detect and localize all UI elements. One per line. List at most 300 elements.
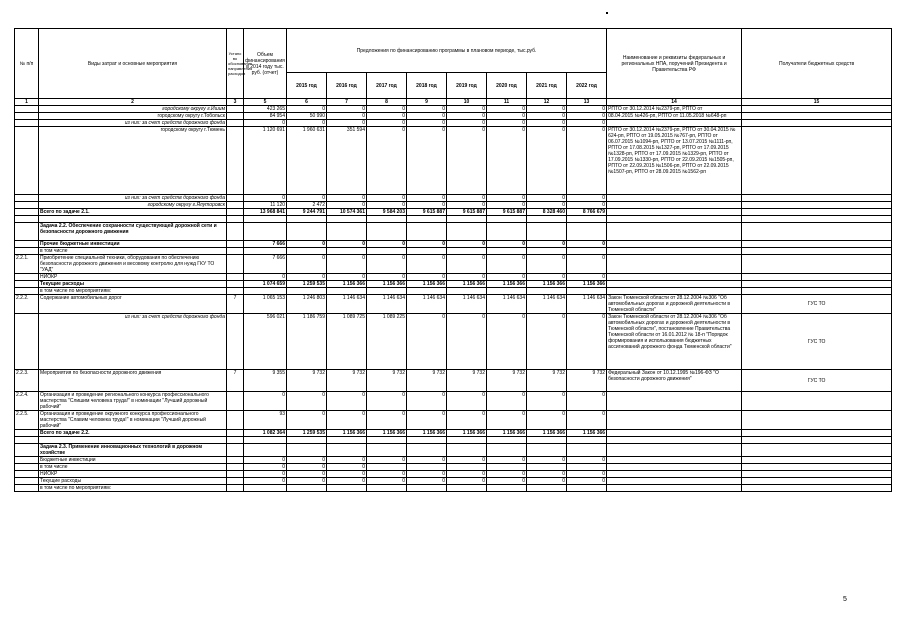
row-year-value: 1 156 366 bbox=[447, 430, 487, 437]
row-recipient bbox=[742, 288, 892, 295]
row-year-value bbox=[567, 485, 607, 492]
table-row bbox=[15, 485, 892, 492]
column-number: 7 bbox=[327, 99, 367, 106]
row-name: из них: за счет средств дорожного фонда bbox=[39, 195, 227, 202]
row-year-value: 0 bbox=[287, 120, 327, 127]
row-est bbox=[227, 202, 244, 209]
row-npa bbox=[607, 471, 742, 478]
row-year-value: 1 186 759 bbox=[287, 314, 327, 370]
row-name: городскому округу г.Ишим bbox=[39, 106, 227, 113]
row-name: Текущие расходы bbox=[39, 281, 227, 288]
row-year-value bbox=[527, 288, 567, 295]
header-npa: Наименование и реквизиты федеральных и региональных НПА, поручений Президента и Правительства РФ bbox=[607, 29, 742, 99]
row-year-value bbox=[527, 223, 567, 241]
row-year-value bbox=[527, 216, 567, 223]
row-npa bbox=[607, 281, 742, 288]
row-year-value: 1 089 225 bbox=[367, 314, 407, 370]
row-year-value: 0 bbox=[447, 241, 487, 248]
row-year-value: 1 156 366 bbox=[407, 281, 447, 288]
row-year-value: 0 bbox=[487, 120, 527, 127]
row-number bbox=[15, 127, 39, 195]
row-year-value: 0 bbox=[367, 255, 407, 274]
row-npa: 08.04.2015 №426-рп, РПТО от 11.05.2018 №648-рп bbox=[607, 113, 742, 120]
row-number bbox=[15, 113, 39, 120]
table-row bbox=[15, 127, 892, 195]
row-year-value: 0 bbox=[367, 478, 407, 485]
row-year-value: 1 146 634 bbox=[367, 295, 407, 314]
table-row bbox=[15, 241, 892, 248]
row-npa bbox=[607, 209, 742, 216]
row-year-value bbox=[447, 248, 487, 255]
table-row bbox=[15, 195, 892, 202]
row-year-value bbox=[407, 464, 447, 471]
page-number: 5 bbox=[843, 596, 847, 603]
row-number: 2.2.4. bbox=[15, 392, 39, 411]
row-year-value: 0 bbox=[527, 314, 567, 370]
row-volume: 0 bbox=[244, 457, 287, 464]
row-recipient bbox=[742, 127, 892, 195]
row-year-value: 0 bbox=[447, 255, 487, 274]
row-recipient bbox=[742, 248, 892, 255]
row-name: в том числе bbox=[39, 248, 227, 255]
row-number bbox=[15, 430, 39, 437]
row-year-value: 0 bbox=[367, 274, 407, 281]
row-name: Мероприятия по безопасности дорожного движения bbox=[39, 370, 227, 392]
column-number: 2 bbox=[39, 99, 227, 106]
row-year-value: 2 472 bbox=[287, 202, 327, 209]
row-year-value: 351 594 bbox=[327, 127, 367, 195]
row-year-value: 0 bbox=[447, 392, 487, 411]
row-recipient bbox=[742, 411, 892, 430]
row-npa bbox=[607, 255, 742, 274]
row-number bbox=[15, 195, 39, 202]
row-year-value: 0 bbox=[567, 106, 607, 113]
row-year-value: 0 bbox=[287, 241, 327, 248]
row-year-value: 0 bbox=[327, 202, 367, 209]
row-npa bbox=[607, 120, 742, 127]
row-number bbox=[15, 216, 39, 223]
row-year-value: 1 146 634 bbox=[447, 295, 487, 314]
row-year-value: 0 bbox=[407, 392, 447, 411]
row-recipient bbox=[742, 113, 892, 120]
row-recipient bbox=[742, 392, 892, 411]
row-year-value: 9 732 bbox=[487, 370, 527, 392]
row-year-value: 0 bbox=[367, 113, 407, 120]
row-year-value: 0 bbox=[487, 106, 527, 113]
column-number: 14 bbox=[607, 99, 742, 106]
row-name: Всего по задаче 2.1. bbox=[39, 209, 227, 216]
row-number bbox=[15, 457, 39, 464]
row-year-value: 0 bbox=[407, 120, 447, 127]
row-npa bbox=[607, 485, 742, 492]
row-npa bbox=[607, 202, 742, 209]
row-year-value: 0 bbox=[527, 471, 567, 478]
row-year-value bbox=[487, 248, 527, 255]
row-year-value: 0 bbox=[287, 106, 327, 113]
row-year-value bbox=[407, 437, 447, 444]
row-name: городскому округу г.Тюмень bbox=[39, 127, 227, 195]
row-npa bbox=[607, 430, 742, 437]
row-year-value: 0 bbox=[407, 113, 447, 120]
row-year-value: 9 732 bbox=[527, 370, 567, 392]
header-year: 2020 год bbox=[487, 73, 527, 99]
row-year-value bbox=[407, 223, 447, 241]
row-year-value bbox=[487, 223, 527, 241]
row-year-value: 0 bbox=[567, 195, 607, 202]
row-number bbox=[15, 288, 39, 295]
row-year-value: 0 bbox=[447, 106, 487, 113]
row-year-value: 0 bbox=[527, 195, 567, 202]
row-year-value: 0 bbox=[567, 113, 607, 120]
column-number: 11 bbox=[487, 99, 527, 106]
row-year-value: 0 bbox=[327, 241, 367, 248]
financing-table bbox=[14, 28, 892, 492]
header-year: 2017 год bbox=[367, 73, 407, 99]
row-year-value: 0 bbox=[527, 241, 567, 248]
table-row bbox=[15, 478, 892, 485]
header-year: 2018 год bbox=[407, 73, 447, 99]
table-row bbox=[15, 314, 892, 370]
row-year-value: 0 bbox=[487, 195, 527, 202]
table-row bbox=[15, 288, 892, 295]
row-est bbox=[227, 457, 244, 464]
row-year-value bbox=[367, 464, 407, 471]
row-est bbox=[227, 216, 244, 223]
row-year-value: 0 bbox=[447, 120, 487, 127]
header-year: 2015 год bbox=[287, 73, 327, 99]
row-recipient bbox=[742, 216, 892, 223]
row-year-value bbox=[287, 437, 327, 444]
row-year-value: 0 bbox=[567, 120, 607, 127]
row-year-value: 0 bbox=[287, 392, 327, 411]
row-year-value bbox=[567, 248, 607, 255]
table-row bbox=[15, 370, 892, 392]
row-year-value bbox=[487, 485, 527, 492]
row-year-value: 0 bbox=[367, 106, 407, 113]
row-year-value: 0 bbox=[447, 127, 487, 195]
row-year-value bbox=[527, 444, 567, 457]
header-year: 2022 год bbox=[567, 73, 607, 99]
row-year-value: 0 bbox=[527, 120, 567, 127]
column-number: 9 bbox=[407, 99, 447, 106]
row-year-value: 0 bbox=[287, 411, 327, 430]
row-npa bbox=[607, 464, 742, 471]
row-year-value: 0 bbox=[367, 127, 407, 195]
row-name: Задача 2.2. Обеспечение сохранности существующей дорожной сети и безопасности дорожного движения bbox=[39, 223, 227, 241]
row-name: Задача 2.3. Применение инновационных технологий в дорожном хозяйстве bbox=[39, 444, 227, 457]
row-year-value: 0 bbox=[327, 120, 367, 127]
row-year-value: 0 bbox=[567, 202, 607, 209]
row-year-value: 0 bbox=[287, 457, 327, 464]
row-volume bbox=[244, 437, 287, 444]
row-volume: 7 666 bbox=[244, 241, 287, 248]
row-est bbox=[227, 314, 244, 370]
row-year-value: 1 146 634 bbox=[487, 295, 527, 314]
row-year-value: 0 bbox=[447, 457, 487, 464]
row-year-value: 0 bbox=[367, 120, 407, 127]
row-est bbox=[227, 223, 244, 241]
row-volume bbox=[244, 248, 287, 255]
header-forecast: Предложения по финансированию программы в плановом периоде, тыс.руб. bbox=[287, 29, 607, 73]
row-number bbox=[15, 478, 39, 485]
row-volume: 84 954 bbox=[244, 113, 287, 120]
table-row bbox=[15, 457, 892, 464]
row-year-value: 1 156 366 bbox=[367, 430, 407, 437]
row-year-value: 0 bbox=[287, 195, 327, 202]
row-year-value: 0 bbox=[447, 113, 487, 120]
row-year-value: 0 bbox=[567, 471, 607, 478]
row-year-value: 1 146 634 bbox=[527, 295, 567, 314]
row-recipient bbox=[742, 255, 892, 274]
row-year-value bbox=[327, 248, 367, 255]
row-year-value: 1 146 634 bbox=[327, 295, 367, 314]
row-year-value: 0 bbox=[407, 106, 447, 113]
row-year-value: 0 bbox=[527, 478, 567, 485]
row-number: 2.2.1. bbox=[15, 255, 39, 274]
row-year-value: 0 bbox=[447, 314, 487, 370]
row-year-value: 0 bbox=[327, 274, 367, 281]
row-year-value bbox=[447, 288, 487, 295]
row-year-value: 0 bbox=[487, 241, 527, 248]
row-recipient bbox=[742, 471, 892, 478]
row-volume: 93 bbox=[244, 411, 287, 430]
row-year-value: 0 bbox=[327, 457, 367, 464]
row-year-value: 0 bbox=[407, 202, 447, 209]
row-number bbox=[15, 471, 39, 478]
row-npa: РПТО от 30.12.2014 №2379-рп, РПТО от bbox=[607, 106, 742, 113]
row-year-value: 0 bbox=[407, 241, 447, 248]
row-year-value: 0 bbox=[487, 471, 527, 478]
row-year-value bbox=[487, 216, 527, 223]
row-year-value bbox=[567, 223, 607, 241]
row-est bbox=[227, 288, 244, 295]
table-row bbox=[15, 471, 892, 478]
column-number: 12 bbox=[527, 99, 567, 106]
row-volume bbox=[244, 288, 287, 295]
row-recipient bbox=[742, 281, 892, 288]
row-volume: 1 120 691 bbox=[244, 127, 287, 195]
row-year-value bbox=[287, 216, 327, 223]
row-year-value: 1 156 366 bbox=[487, 281, 527, 288]
header-year: 2016 год bbox=[327, 73, 367, 99]
row-year-value: 0 bbox=[567, 241, 607, 248]
row-est bbox=[227, 120, 244, 127]
row-recipient bbox=[742, 457, 892, 464]
row-name: в том числе по мероприятиям: bbox=[39, 485, 227, 492]
table-row bbox=[15, 281, 892, 288]
row-name: из них: за счет средств дорожного фонда bbox=[39, 120, 227, 127]
row-number bbox=[15, 223, 39, 241]
row-year-value: 0 bbox=[327, 478, 367, 485]
row-year-value: 1 156 366 bbox=[407, 430, 447, 437]
row-year-value: 0 bbox=[367, 392, 407, 411]
row-year-value: 0 bbox=[567, 392, 607, 411]
column-number: 6 bbox=[287, 99, 327, 106]
row-year-value bbox=[407, 248, 447, 255]
header-year: 2019 год bbox=[447, 73, 487, 99]
row-year-value: 0 bbox=[447, 274, 487, 281]
row-year-value: 1 156 366 bbox=[327, 281, 367, 288]
row-year-value bbox=[327, 485, 367, 492]
row-year-value bbox=[367, 248, 407, 255]
row-volume: 0 bbox=[244, 195, 287, 202]
row-recipient bbox=[742, 437, 892, 444]
row-number bbox=[15, 106, 39, 113]
row-name: Прочие бюджетные инвестиции bbox=[39, 241, 227, 248]
row-year-value: 0 bbox=[567, 127, 607, 195]
row-year-value bbox=[567, 216, 607, 223]
row-recipient bbox=[742, 120, 892, 127]
row-npa bbox=[607, 274, 742, 281]
row-recipient: ГУС ТО bbox=[742, 314, 892, 370]
row-year-value: 0 bbox=[367, 202, 407, 209]
row-volume: 0 bbox=[244, 274, 287, 281]
row-volume: 0 bbox=[244, 478, 287, 485]
row-recipient bbox=[742, 485, 892, 492]
column-number: 1 bbox=[15, 99, 39, 106]
row-year-value: 9 615 887 bbox=[487, 209, 527, 216]
row-volume: 1 074 659 bbox=[244, 281, 287, 288]
row-year-value bbox=[447, 223, 487, 241]
header-types: Виды затрат и основные мероприятия bbox=[39, 29, 227, 99]
row-est bbox=[227, 127, 244, 195]
row-year-value: 0 bbox=[407, 471, 447, 478]
row-year-value: 0 bbox=[447, 202, 487, 209]
row-year-value bbox=[567, 437, 607, 444]
row-npa bbox=[607, 392, 742, 411]
row-year-value: 0 bbox=[447, 471, 487, 478]
row-volume bbox=[244, 223, 287, 241]
row-year-value bbox=[367, 485, 407, 492]
row-name: городскому округу г.Тобольск bbox=[39, 113, 227, 120]
table-row bbox=[15, 392, 892, 411]
row-year-value bbox=[327, 288, 367, 295]
row-name: в том числе bbox=[39, 464, 227, 471]
row-volume: 1 065 153 bbox=[244, 295, 287, 314]
row-year-value: 1 156 366 bbox=[367, 281, 407, 288]
row-year-value bbox=[367, 288, 407, 295]
row-year-value: 50 990 bbox=[287, 113, 327, 120]
row-year-value: 0 bbox=[527, 106, 567, 113]
row-est bbox=[227, 392, 244, 411]
row-year-value: 0 bbox=[327, 464, 367, 471]
row-npa bbox=[607, 216, 742, 223]
row-name: Бюджетные инвестиции bbox=[39, 457, 227, 464]
row-volume: 0 bbox=[244, 392, 287, 411]
row-est bbox=[227, 281, 244, 288]
row-year-value: 9 732 bbox=[287, 370, 327, 392]
row-est bbox=[227, 437, 244, 444]
row-year-value bbox=[527, 485, 567, 492]
table-row bbox=[15, 209, 892, 216]
row-recipient bbox=[742, 223, 892, 241]
table-row bbox=[15, 464, 892, 471]
row-year-value: 0 bbox=[567, 478, 607, 485]
row-year-value bbox=[447, 464, 487, 471]
row-est bbox=[227, 430, 244, 437]
row-year-value bbox=[487, 444, 527, 457]
row-year-value: 0 bbox=[407, 457, 447, 464]
row-volume: 11 120 bbox=[244, 202, 287, 209]
row-recipient bbox=[742, 274, 892, 281]
row-year-value bbox=[287, 248, 327, 255]
row-number: 2.2.3. bbox=[15, 370, 39, 392]
row-volume: 596 021 bbox=[244, 314, 287, 370]
row-year-value: 1 156 366 bbox=[487, 430, 527, 437]
row-year-value bbox=[407, 216, 447, 223]
row-npa bbox=[607, 478, 742, 485]
row-year-value bbox=[487, 288, 527, 295]
row-number bbox=[15, 464, 39, 471]
row-year-value bbox=[367, 437, 407, 444]
row-year-value: 1 156 366 bbox=[567, 281, 607, 288]
row-name: Организация и проведение регионального конкурса профессионального мастерства "Слишим человека труда!" в номинации "Лучший дорожный рабочий" bbox=[39, 392, 227, 411]
row-year-value: 0 bbox=[527, 392, 567, 411]
column-number: 8 bbox=[367, 99, 407, 106]
row-year-value: 1 156 366 bbox=[527, 281, 567, 288]
row-year-value: 0 bbox=[367, 241, 407, 248]
row-year-value bbox=[367, 444, 407, 457]
row-year-value: 0 bbox=[287, 478, 327, 485]
row-year-value: 0 bbox=[487, 202, 527, 209]
row-number bbox=[15, 274, 39, 281]
row-year-value: 1 089 725 bbox=[327, 314, 367, 370]
row-year-value: 0 bbox=[487, 255, 527, 274]
row-year-value: 0 bbox=[527, 113, 567, 120]
header-volume: Объем финансирования в 2014 году тыс. руб. (отчет) bbox=[244, 29, 287, 99]
row-est bbox=[227, 471, 244, 478]
row-year-value: 0 bbox=[487, 274, 527, 281]
row-year-value: 9 732 bbox=[407, 370, 447, 392]
header-year: 2021 год bbox=[527, 73, 567, 99]
header-est: Устано во обоснование направления расходов bbox=[227, 29, 244, 99]
row-volume: 1 082 364 bbox=[244, 430, 287, 437]
row-volume: 0 bbox=[244, 464, 287, 471]
table-row bbox=[15, 216, 892, 223]
row-est: 7 bbox=[227, 295, 244, 314]
row-name bbox=[39, 216, 227, 223]
row-recipient: ГУС ТО bbox=[742, 370, 892, 392]
row-est bbox=[227, 248, 244, 255]
row-est bbox=[227, 255, 244, 274]
table-row bbox=[15, 223, 892, 241]
row-npa bbox=[607, 437, 742, 444]
row-est bbox=[227, 209, 244, 216]
row-year-value bbox=[487, 464, 527, 471]
row-year-value: 0 bbox=[447, 195, 487, 202]
row-recipient bbox=[742, 202, 892, 209]
row-est bbox=[227, 411, 244, 430]
row-year-value bbox=[287, 288, 327, 295]
row-number bbox=[15, 444, 39, 457]
row-year-value bbox=[527, 464, 567, 471]
row-number bbox=[15, 314, 39, 370]
row-year-value: 0 bbox=[407, 127, 447, 195]
row-volume: 423 265 bbox=[244, 106, 287, 113]
row-year-value bbox=[327, 437, 367, 444]
row-npa bbox=[607, 223, 742, 241]
row-est: 7 bbox=[227, 370, 244, 392]
row-name: в том числе по мероприятиям: bbox=[39, 288, 227, 295]
row-year-value: 0 bbox=[287, 255, 327, 274]
row-number: 2.2.2. bbox=[15, 295, 39, 314]
row-year-value: 9 732 bbox=[367, 370, 407, 392]
row-year-value: 1 259 535 bbox=[287, 281, 327, 288]
row-year-value: 0 bbox=[327, 392, 367, 411]
row-year-value: 0 bbox=[567, 314, 607, 370]
row-year-value: 0 bbox=[527, 411, 567, 430]
row-year-value: 9 732 bbox=[567, 370, 607, 392]
